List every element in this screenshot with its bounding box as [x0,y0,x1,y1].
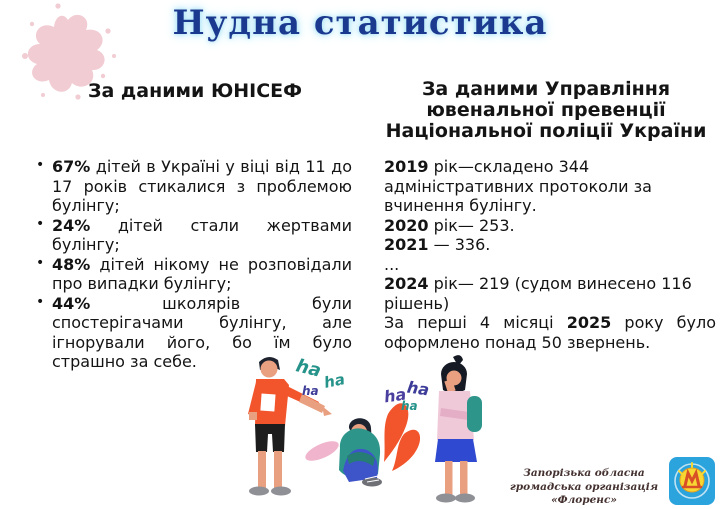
laugh-text: ha [405,377,431,400]
stat-year: 2021 [384,235,429,255]
laugh-text: ha [322,370,347,392]
bullet-text: школярів були спостерігачами булінгу, але ігнорували його, бо їм було страшно за себе. [52,293,352,372]
organization-credit [502,467,666,508]
bullet-percent: 24% [52,215,91,235]
laugh-text: ha [401,399,418,413]
bullet-item-67 [30,157,352,216]
bullet-item-48 [30,255,352,294]
standing-girl-figure [435,355,482,502]
unicef-bullet-list [30,157,352,372]
bullet-percent: 48% [52,254,91,274]
left-column-heading: За даними ЮНІСЕФ [87,80,303,102]
bullying-scene-illustration [222,352,492,509]
sitting-girl-figure [303,403,420,486]
laugh-text: ha [302,384,319,398]
bullet-item-24 [30,216,352,255]
stat-text: рік— 253. [428,215,515,235]
stat-line-2019 [384,157,716,216]
right-column-heading [376,79,716,142]
right-heading-line: ювенальної превенції [426,98,666,121]
right-heading-line: Національної поліції України [385,119,707,142]
bullet-percent: 44% [52,293,91,313]
stat-line-2021 [384,235,716,255]
stat-line-2025 [384,313,716,352]
laugh-text: ha [293,355,324,382]
stat-year: 2020 [384,215,429,235]
stat-prefix: За перші 4 місяці [384,313,567,333]
org-line: громадська організація [509,480,659,493]
stat-text: рік— 219 (судом винесено 116 рішень) [384,274,692,313]
boy-figure [248,357,332,496]
stat-text: ... [384,254,400,274]
stat-line-ellipsis [384,255,716,275]
stat-line-2024 [384,274,716,313]
right-heading-line: За даними Управління [421,78,671,100]
bullet-text: дітей нікому не розповідали про випадки булінгу; [52,254,352,294]
stat-year: 2025 [566,313,612,333]
bullet-text: дітей в Україні у віці від 11 до 17 років стикалися з проблемою булінгу; [52,157,353,216]
police-stats-text [384,157,716,352]
bullet-percent: 67% [52,157,91,176]
stat-line-2020 [384,216,716,236]
org-line: Запорізька обласна [523,467,645,479]
laugh-text: ha [382,384,408,407]
florens-org-logo [668,456,716,506]
stat-text: року було оформлено понад 50 звернень. [384,313,717,352]
stat-text: — 336. [428,235,491,255]
slide-title: Нудна статистика [172,3,548,43]
stat-year: 2019 [384,157,429,176]
bullet-text: дітей стали жертвами булінгу; [52,215,352,255]
org-line: «Флоренс» [551,494,617,507]
stat-year: 2024 [384,274,429,294]
stat-text: рік—складено 344 адміністративних протоколи за вчинення булінгу. [384,157,652,216]
